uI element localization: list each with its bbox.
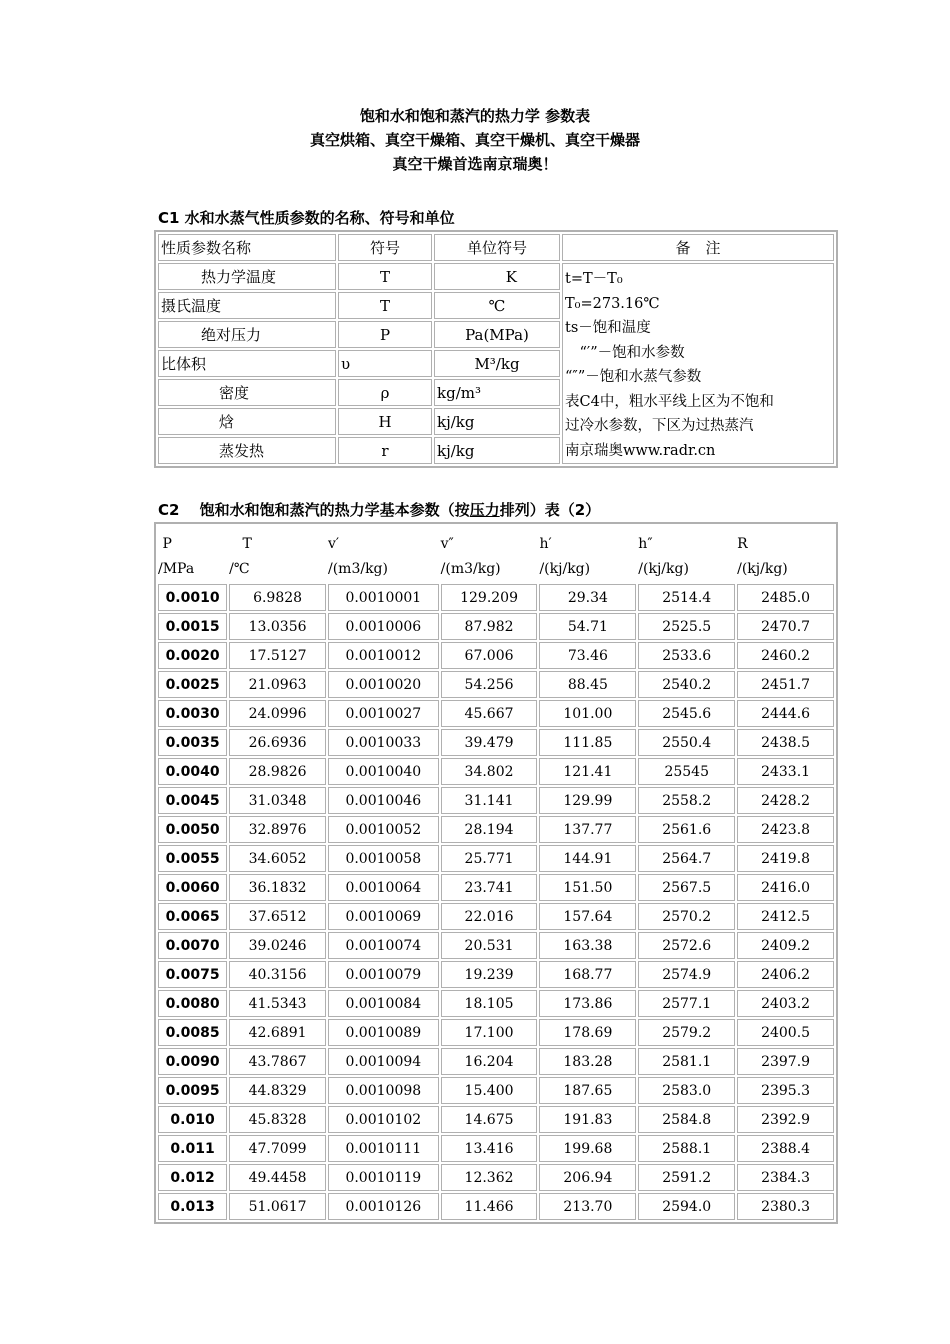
value-cell: 14.675 xyxy=(441,1106,538,1133)
value-cell: 2574.9 xyxy=(638,961,735,988)
value-cell: 25.771 xyxy=(441,845,538,872)
pressure-cell: 0.0025 xyxy=(158,671,227,698)
value-cell: 2444.6 xyxy=(737,700,834,727)
value-cell: 191.83 xyxy=(539,1106,636,1133)
value-cell: 0.0010012 xyxy=(328,642,439,669)
value-cell: 2533.6 xyxy=(638,642,735,669)
value-cell: 2409.2 xyxy=(737,932,834,959)
value-cell: 2384.3 xyxy=(737,1164,834,1191)
property-unit: K xyxy=(434,263,560,290)
value-cell: 39.0246 xyxy=(229,932,326,959)
value-cell: 44.8329 xyxy=(229,1077,326,1104)
table-row xyxy=(158,961,834,988)
value-cell: 101.00 xyxy=(539,700,636,727)
pressure-cell: 0.0015 xyxy=(158,613,227,640)
pressure-cell: 0.0045 xyxy=(158,787,227,814)
property-name: 摄氏温度 xyxy=(158,292,336,319)
section1-heading: C1 水和水蒸气性质参数的名称、符号和单位 xyxy=(158,209,455,227)
value-cell: 2400.5 xyxy=(737,1019,834,1046)
note-line: T₀=273.16℃ xyxy=(565,295,660,312)
value-cell: 2581.1 xyxy=(638,1048,735,1075)
value-cell: 2561.6 xyxy=(638,816,735,843)
value-cell: 0.0010069 xyxy=(328,903,439,930)
value-cell: 2564.7 xyxy=(638,845,735,872)
pressure-cell: 0.011 xyxy=(158,1135,227,1162)
column-header: h″ /(kj/kg) xyxy=(638,536,689,577)
value-cell: 2545.6 xyxy=(638,700,735,727)
column-header: v″ /(m3/kg) xyxy=(440,536,501,577)
table-row xyxy=(158,874,834,901)
value-cell: 6.9828 xyxy=(229,584,326,611)
value-cell: 0.0010098 xyxy=(328,1077,439,1104)
title-line-1: 饱和水和饱和蒸汽的热力学 参数表 xyxy=(359,107,591,125)
property-name: 热力学温度 xyxy=(158,263,336,290)
table-row xyxy=(158,758,834,785)
title-line-3: 真空干燥首选南京瑞奥！ xyxy=(392,155,558,173)
notes-cell xyxy=(562,263,834,464)
pressure-cell: 0.010 xyxy=(158,1106,227,1133)
value-cell: 2388.4 xyxy=(737,1135,834,1162)
value-cell: 129.99 xyxy=(539,787,636,814)
pressure-cell: 0.0060 xyxy=(158,874,227,901)
document-titles xyxy=(0,104,950,176)
value-cell: 137.77 xyxy=(539,816,636,843)
value-cell: 28.9826 xyxy=(229,758,326,785)
value-cell: 2428.2 xyxy=(737,787,834,814)
value-cell: 28.194 xyxy=(441,816,538,843)
value-cell: 88.45 xyxy=(539,671,636,698)
value-cell: 2395.3 xyxy=(737,1077,834,1104)
value-cell: 87.982 xyxy=(441,613,538,640)
value-cell: 2514.4 xyxy=(638,584,735,611)
pressure-cell: 0.013 xyxy=(158,1193,227,1220)
value-cell: 121.41 xyxy=(539,758,636,785)
section2-heading-text: C2 饱和水和饱和蒸汽的热力学基本参数（按 xyxy=(158,501,470,519)
value-cell: 0.0010084 xyxy=(328,990,439,1017)
value-cell: 0.0010033 xyxy=(328,729,439,756)
value-cell: 15.400 xyxy=(441,1077,538,1104)
pressure-cell: 0.0040 xyxy=(158,758,227,785)
table-row xyxy=(158,584,834,611)
property-symbol: υ xyxy=(338,350,432,377)
value-cell: 2584.8 xyxy=(638,1106,735,1133)
properties-table xyxy=(154,230,838,468)
pressure-cell: 0.0090 xyxy=(158,1048,227,1075)
value-cell: 2419.8 xyxy=(737,845,834,872)
value-cell: 2485.0 xyxy=(737,584,834,611)
value-cell: 2567.5 xyxy=(638,874,735,901)
value-cell: 41.5343 xyxy=(229,990,326,1017)
pressure-cell: 0.012 xyxy=(158,1164,227,1191)
value-cell: 2558.2 xyxy=(638,787,735,814)
value-cell: 2380.3 xyxy=(737,1193,834,1220)
pressure-cell: 0.0050 xyxy=(158,816,227,843)
pressure-cell: 0.0030 xyxy=(158,700,227,727)
value-cell: 2403.2 xyxy=(737,990,834,1017)
value-cell: 40.3156 xyxy=(229,961,326,988)
table-row xyxy=(158,1193,834,1220)
pressure-cell: 0.0065 xyxy=(158,903,227,930)
value-cell: 2583.0 xyxy=(638,1077,735,1104)
table-row xyxy=(158,613,834,640)
value-cell: 0.0010126 xyxy=(328,1193,439,1220)
pressure-cell: 0.0075 xyxy=(158,961,227,988)
value-cell: 42.6891 xyxy=(229,1019,326,1046)
value-cell: 2577.1 xyxy=(638,990,735,1017)
header-symbol: 符号 xyxy=(338,234,432,261)
value-cell: 2416.0 xyxy=(737,874,834,901)
value-cell: 21.0963 xyxy=(229,671,326,698)
table-row xyxy=(158,263,834,290)
table-row xyxy=(158,903,834,930)
value-cell: 2412.5 xyxy=(737,903,834,930)
value-cell: 2550.4 xyxy=(638,729,735,756)
value-cell: 45.8328 xyxy=(229,1106,326,1133)
property-unit: ℃ xyxy=(434,292,560,319)
table-row xyxy=(158,845,834,872)
note-line: 过冷水参数，下区为过热蒸汽 xyxy=(565,418,754,434)
value-cell: 178.69 xyxy=(539,1019,636,1046)
value-cell: 17.5127 xyxy=(229,642,326,669)
value-cell: 39.479 xyxy=(441,729,538,756)
table-header-row xyxy=(158,526,834,582)
table-row xyxy=(158,816,834,843)
value-cell: 157.64 xyxy=(539,903,636,930)
property-name: 蒸发热 xyxy=(158,437,336,464)
value-cell: 0.0010079 xyxy=(328,961,439,988)
header-notes: 备 注 xyxy=(562,234,834,261)
table-row xyxy=(158,1164,834,1191)
title-line-2: 真空烘箱、真空干燥箱、真空干燥机、真空干燥器 xyxy=(309,131,640,149)
value-cell: 43.7867 xyxy=(229,1048,326,1075)
value-cell: 45.667 xyxy=(441,700,538,727)
note-line: 表C4中，粗水平线上区为不饱和 xyxy=(565,393,774,410)
value-cell: 2451.7 xyxy=(737,671,834,698)
value-cell: 0.0010058 xyxy=(328,845,439,872)
value-cell: 34.802 xyxy=(441,758,538,785)
value-cell: 54.256 xyxy=(441,671,538,698)
pressure-cell: 0.0070 xyxy=(158,932,227,959)
pressure-cell: 0.0095 xyxy=(158,1077,227,1104)
property-unit: kg/m³ xyxy=(434,379,560,406)
value-cell: 2397.9 xyxy=(737,1048,834,1075)
table-row xyxy=(158,642,834,669)
column-header: P /MPa xyxy=(158,536,195,577)
value-cell: 183.28 xyxy=(539,1048,636,1075)
value-cell: 13.0356 xyxy=(229,613,326,640)
property-symbol: T xyxy=(338,292,432,319)
value-cell: 67.006 xyxy=(441,642,538,669)
value-cell: 22.016 xyxy=(441,903,538,930)
property-symbol: H xyxy=(338,408,432,435)
value-cell: 12.362 xyxy=(441,1164,538,1191)
value-cell: 0.0010001 xyxy=(328,584,439,611)
column-header: R /(kj/kg) xyxy=(737,536,788,577)
property-symbol: ρ xyxy=(338,379,432,406)
property-name: 密度 xyxy=(158,379,336,406)
value-cell: 2525.5 xyxy=(638,613,735,640)
property-symbol: T xyxy=(338,263,432,290)
value-cell: 199.68 xyxy=(539,1135,636,1162)
value-cell: 20.531 xyxy=(441,932,538,959)
property-symbol: P xyxy=(338,321,432,348)
value-cell: 0.0010040 xyxy=(328,758,439,785)
value-cell: 16.204 xyxy=(441,1048,538,1075)
table-row xyxy=(158,700,834,727)
saturation-table xyxy=(154,522,838,1224)
value-cell: 0.0010006 xyxy=(328,613,439,640)
property-unit: kj/kg xyxy=(434,437,560,464)
column-header: h′ /(kj/kg) xyxy=(539,536,591,577)
property-unit: M³/kg xyxy=(434,350,560,377)
value-cell: 0.0010046 xyxy=(328,787,439,814)
section2-heading xyxy=(158,500,600,520)
value-cell: 2540.2 xyxy=(638,671,735,698)
property-unit: Pa(MPa) xyxy=(434,321,560,348)
note-line: 南京瑞奥www.radr.cn xyxy=(565,442,716,459)
value-cell: 26.6936 xyxy=(229,729,326,756)
value-cell: 23.741 xyxy=(441,874,538,901)
table-row xyxy=(158,1019,834,1046)
value-cell: 2588.1 xyxy=(638,1135,735,1162)
value-cell: 51.0617 xyxy=(229,1193,326,1220)
note-line: ts－饱和温度 xyxy=(565,320,651,336)
value-cell: 0.0010102 xyxy=(328,1106,439,1133)
property-name: 焓 xyxy=(158,408,336,435)
value-cell: 2392.9 xyxy=(737,1106,834,1133)
property-symbol: r xyxy=(338,437,432,464)
value-cell: 0.0010020 xyxy=(328,671,439,698)
value-cell: 29.34 xyxy=(539,584,636,611)
property-unit: kj/kg xyxy=(434,408,560,435)
pressure-cell: 0.0035 xyxy=(158,729,227,756)
value-cell: 18.105 xyxy=(441,990,538,1017)
note-line: “″”－饱和水蒸气参数 xyxy=(565,369,702,385)
column-header: T /℃ xyxy=(229,536,252,577)
section2-heading-suffix: 排列）表（2） xyxy=(499,501,601,519)
table-row xyxy=(158,671,834,698)
header-unit: 单位符号 xyxy=(434,234,560,261)
value-cell: 2423.8 xyxy=(737,816,834,843)
property-name: 绝对压力 xyxy=(158,321,336,348)
value-cell: 32.8976 xyxy=(229,816,326,843)
value-cell: 2470.7 xyxy=(737,613,834,640)
table-row xyxy=(158,1106,834,1133)
value-cell: 0.0010089 xyxy=(328,1019,439,1046)
column-header: v′ /(m3/kg) xyxy=(327,536,388,577)
value-cell: 0.0010064 xyxy=(328,874,439,901)
value-cell: 31.0348 xyxy=(229,787,326,814)
value-cell: 2570.2 xyxy=(638,903,735,930)
value-cell: 168.77 xyxy=(539,961,636,988)
table-row xyxy=(158,932,834,959)
value-cell: 0.0010052 xyxy=(328,816,439,843)
value-cell: 163.38 xyxy=(539,932,636,959)
value-cell: 11.466 xyxy=(441,1193,538,1220)
value-cell: 31.141 xyxy=(441,787,538,814)
table-row xyxy=(158,1135,834,1162)
value-cell: 19.239 xyxy=(441,961,538,988)
value-cell: 17.100 xyxy=(441,1019,538,1046)
value-cell: 2594.0 xyxy=(638,1193,735,1220)
note-line: “′”－饱和水参数 xyxy=(565,344,685,361)
pressure-cell: 0.0085 xyxy=(158,1019,227,1046)
value-cell: 0.0010027 xyxy=(328,700,439,727)
value-cell: 73.46 xyxy=(539,642,636,669)
value-cell: 24.0996 xyxy=(229,700,326,727)
value-cell: 151.50 xyxy=(539,874,636,901)
header-name: 性质参数名称 xyxy=(158,234,336,261)
table-row xyxy=(158,1077,834,1104)
value-cell: 2591.2 xyxy=(638,1164,735,1191)
value-cell: 0.0010111 xyxy=(328,1135,439,1162)
value-cell: 2433.1 xyxy=(737,758,834,785)
value-cell: 49.4458 xyxy=(229,1164,326,1191)
table-row xyxy=(158,1048,834,1075)
property-name: 比体积 xyxy=(158,350,336,377)
value-cell: 34.6052 xyxy=(229,845,326,872)
table-row xyxy=(158,787,834,814)
value-cell: 2460.2 xyxy=(737,642,834,669)
value-cell: 25545 xyxy=(638,758,735,785)
value-cell: 0.0010074 xyxy=(328,932,439,959)
value-cell: 129.209 xyxy=(441,584,538,611)
table-row xyxy=(158,729,834,756)
value-cell: 206.94 xyxy=(539,1164,636,1191)
value-cell: 213.70 xyxy=(539,1193,636,1220)
value-cell: 0.0010119 xyxy=(328,1164,439,1191)
value-cell: 187.65 xyxy=(539,1077,636,1104)
value-cell: 144.91 xyxy=(539,845,636,872)
pressure-cell: 0.0080 xyxy=(158,990,227,1017)
value-cell: 2572.6 xyxy=(638,932,735,959)
value-cell: 2579.2 xyxy=(638,1019,735,1046)
pressure-cell: 0.0010 xyxy=(158,584,227,611)
value-cell: 111.85 xyxy=(539,729,636,756)
table-row xyxy=(158,990,834,1017)
pressure-cell: 0.0020 xyxy=(158,642,227,669)
value-cell: 0.0010094 xyxy=(328,1048,439,1075)
value-cell: 36.1832 xyxy=(229,874,326,901)
value-cell: 2406.2 xyxy=(737,961,834,988)
value-cell: 173.86 xyxy=(539,990,636,1017)
pressure-link[interactable]: 压力 xyxy=(469,501,500,519)
note-line: t=T－T₀ xyxy=(565,271,623,287)
value-cell: 47.7099 xyxy=(229,1135,326,1162)
value-cell: 54.71 xyxy=(539,613,636,640)
value-cell: 2438.5 xyxy=(737,729,834,756)
value-cell: 37.6512 xyxy=(229,903,326,930)
pressure-cell: 0.0055 xyxy=(158,845,227,872)
value-cell: 13.416 xyxy=(441,1135,538,1162)
table-header-row xyxy=(158,234,834,261)
